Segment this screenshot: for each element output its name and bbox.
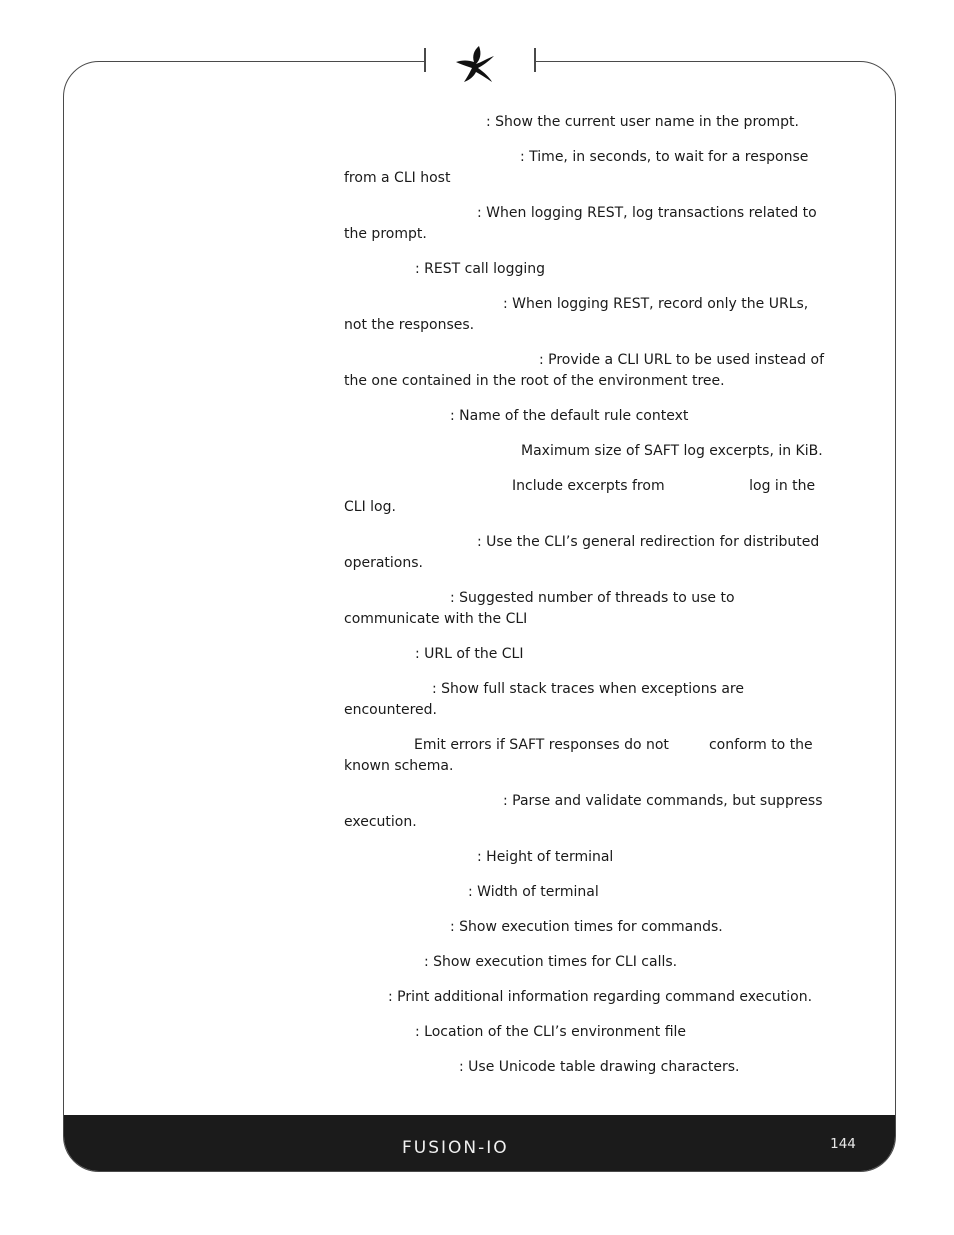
option-list — [344, 112, 834, 1092]
option-description: : Use the CLI’s general redirection for distributed operations. — [344, 534, 820, 571]
option-entry — [344, 294, 834, 336]
option-description: : Show the current user name in the prompt. — [486, 114, 799, 130]
fusion-io-logo-icon — [452, 42, 506, 86]
option-description: : Show execution times for CLI calls. — [424, 954, 678, 970]
option-entry — [344, 112, 834, 133]
option-description: : Time, in seconds, to wait for a response from a CLI host — [344, 149, 809, 186]
option-entry — [344, 644, 834, 665]
option-entry — [344, 952, 834, 973]
option-description: : Show execution times for commands. — [450, 919, 723, 935]
option-entry — [344, 532, 834, 574]
option-entry — [344, 441, 834, 462]
option-description: : Use Unicode table drawing characters. — [459, 1059, 740, 1075]
option-description: : Parse and validate commands, but suppress execution. — [344, 793, 823, 830]
option-entry — [344, 1022, 834, 1043]
option-description: Include excerpts from log in the CLI log. — [344, 478, 816, 515]
header-tick-left — [424, 48, 426, 72]
option-entry — [344, 350, 834, 392]
option-entry — [344, 588, 834, 630]
option-entry — [344, 987, 834, 1008]
option-entry — [344, 679, 834, 721]
option-entry — [344, 1057, 834, 1078]
option-description: : Print additional information regarding command execution. — [388, 989, 813, 1005]
option-description: : When logging REST, log transactions related to the prompt. — [344, 205, 817, 242]
option-description: : Width of terminal — [468, 884, 599, 900]
option-description: : Show full stack traces when exceptions are encountered. — [344, 681, 744, 718]
option-description: : Provide a CLI URL to be used instead of the one contained in the root of the environment tree. — [344, 352, 825, 389]
option-description: : Suggested number of threads to use to communicate with the CLI — [344, 590, 735, 627]
brand-text: FUSION-IO — [402, 1138, 509, 1158]
option-description: : Height of terminal — [477, 849, 614, 865]
fusion-io-brand-logo — [402, 1136, 562, 1158]
option-entry — [344, 847, 834, 868]
option-description: Emit errors if SAFT responses do not conform to the known schema. — [344, 737, 813, 774]
option-description: : When logging REST, record only the URLs, not the responses. — [344, 296, 809, 333]
option-entry — [344, 791, 834, 833]
option-description: Maximum size of SAFT log excerpts, in KiB. — [521, 443, 823, 459]
header-tick-right — [534, 48, 536, 72]
option-description: : Location of the CLI’s environment file — [415, 1024, 687, 1040]
option-entry — [344, 917, 834, 938]
option-entry — [344, 203, 834, 245]
option-description: : URL of the CLI — [415, 646, 524, 662]
option-description: : Name of the default rule context — [450, 408, 689, 424]
option-entry — [344, 406, 834, 427]
page-number: 144 — [830, 1136, 856, 1152]
option-description: : REST call logging — [415, 261, 546, 277]
option-entry — [344, 259, 834, 280]
option-entry — [344, 476, 834, 518]
option-entry — [344, 735, 834, 777]
option-entry — [344, 147, 834, 189]
option-entry — [344, 882, 834, 903]
